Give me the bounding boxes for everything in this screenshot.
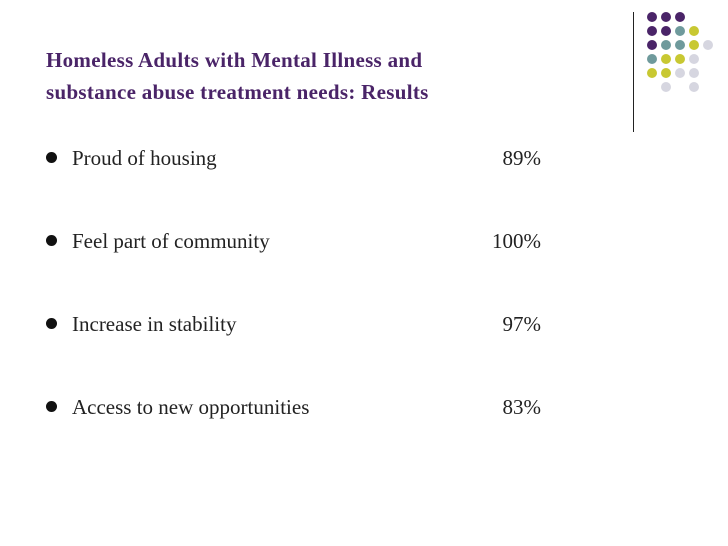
decorative-dot — [689, 54, 699, 64]
bullet-value: 89% — [502, 146, 541, 170]
decorative-dot — [647, 40, 657, 50]
bullet-label: Proud of housing — [72, 146, 217, 170]
decorative-dot — [661, 40, 671, 50]
decorative-dot — [689, 82, 699, 92]
decorative-dot — [661, 54, 671, 64]
decorative-dot — [689, 40, 699, 50]
bullet-item — [46, 389, 566, 472]
bullet-icon — [46, 152, 57, 163]
decorative-dot — [647, 54, 657, 64]
decorative-dot — [661, 26, 671, 36]
slide-title — [46, 44, 606, 108]
decorative-dot — [661, 82, 671, 92]
decorative-dot — [647, 68, 657, 78]
decorative-dot — [675, 40, 685, 50]
bullet-item — [46, 140, 566, 223]
bullet-label: Access to new opportunities — [72, 395, 310, 419]
decorative-divider — [633, 12, 634, 132]
decorative-dot-grid — [647, 12, 727, 122]
decorative-dot — [675, 68, 685, 78]
title-line-2: substance abuse treatment needs: Results — [46, 80, 429, 104]
bullet-value: 100% — [492, 229, 541, 253]
bullet-icon — [46, 401, 57, 412]
decorative-dot — [689, 26, 699, 36]
bullet-value: 83% — [502, 395, 541, 419]
bullet-list — [46, 140, 566, 472]
decorative-dot — [647, 26, 657, 36]
title-line-1: Homeless Adults with Mental Illness and — [46, 48, 423, 72]
decorative-dot — [675, 26, 685, 36]
bullet-item — [46, 306, 566, 389]
decorative-dot — [675, 54, 685, 64]
bullet-value: 97% — [502, 312, 541, 336]
decorative-dot — [647, 12, 657, 22]
decorative-dot — [689, 68, 699, 78]
decorative-dot — [675, 12, 685, 22]
bullet-label: Increase in stability — [72, 312, 237, 336]
decorative-dot — [661, 68, 671, 78]
decorative-dot — [661, 12, 671, 22]
bullet-icon — [46, 235, 57, 246]
bullet-icon — [46, 318, 57, 329]
bullet-label: Feel part of community — [72, 229, 270, 253]
decorative-dot — [703, 40, 713, 50]
bullet-item — [46, 223, 566, 306]
